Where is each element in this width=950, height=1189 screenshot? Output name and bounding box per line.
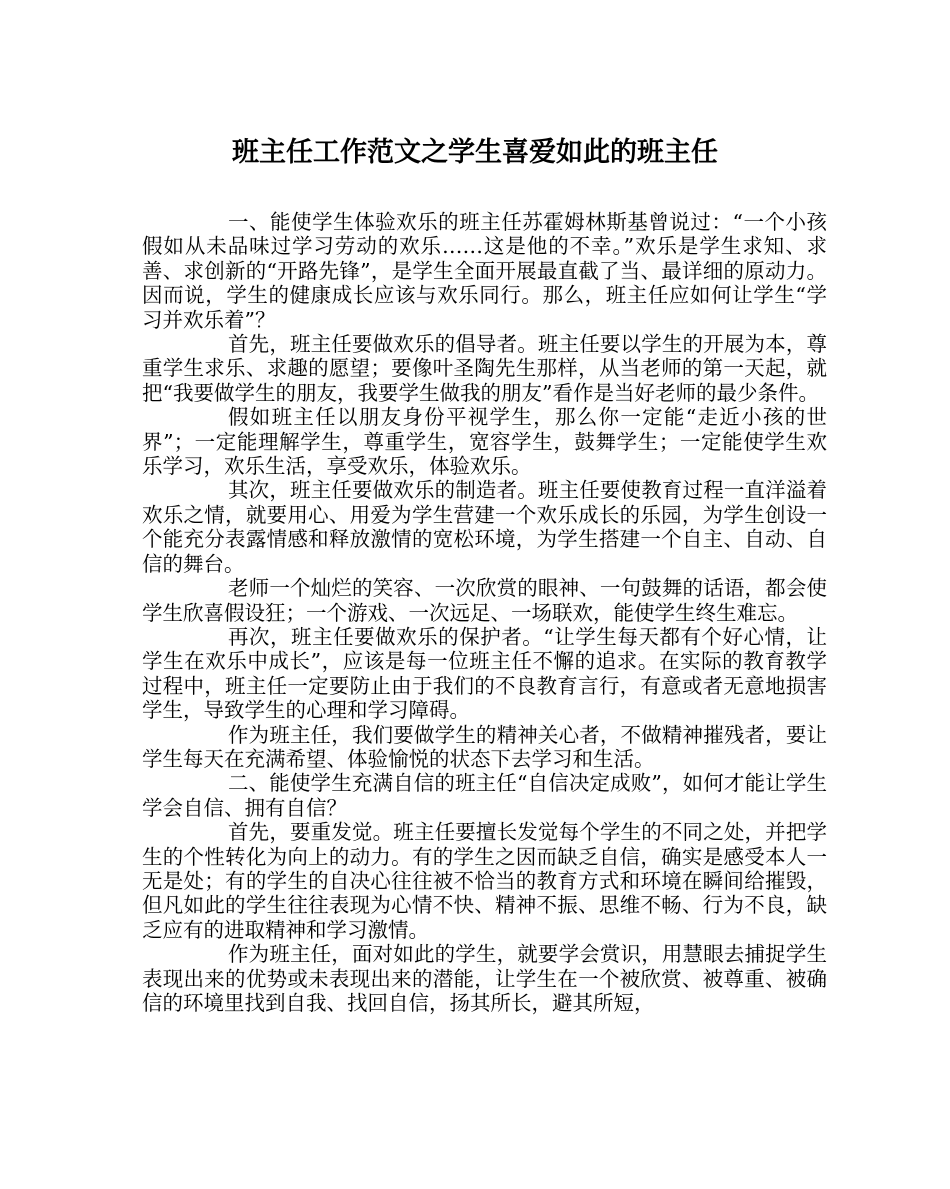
paragraph: 再次，班主任要做欢乐的保护者。“让学生每天都有个好心情，让学生在欢乐中成长”，应该是每一位班主任不懈的追求。在实际的教育教学过程中，班主任一定要防止由于我们的不良教育言行，有意或者无意地损害学生，导致学生的心理和学习障碍。: [142, 624, 827, 723]
paragraph: 一、能使学生体验欢乐的班主任苏霍姆林斯基曾说过：“一个小孩假如从未品味过学习劳动的欢乐……这是他的不幸。”欢乐是学生求知、求善、求创新的“开路先锋”，是学生全面开展最直截了当、最详细的原动力。因而说，学生的健康成长应该与欢乐同行。那么，班主任应如何让学生“学习并欢乐着”？: [142, 210, 827, 332]
paragraph: 其次，班主任要做欢乐的制造者。班主任要使教育过程一直洋溢着欢乐之情，就要用心、用爱为学生营建一个欢乐成长的乐园，为学生创设一个能充分表露情感和释放激情的宽松环境，为学生搭建一个自主、自动、自信的舞台。: [142, 478, 827, 576]
paragraph: 二、能使学生充满自信的班主任“自信决定成败”，如何才能让学生学会自信、拥有自信？: [142, 771, 827, 820]
paragraph: 作为班主任，面对如此的学生，就要学会赏识，用慧眼去捕捉学生表现出来的优势或未表现出来的潜能，让学生在一个被欣赏、被尊重、被确信的环境里找到自我、找回自信，扬其所长，避其所短，: [142, 942, 827, 1015]
document-title: 班主任工作范文之学生喜爱如此的班主任: [232, 137, 718, 168]
paragraph: 首先，班主任要做欢乐的倡导者。班主任要以学生的开展为本，尊重学生求乐、求趣的愿望；要像叶圣陶先生那样，从当老师的第一天起，就把“我要做学生的朋友，我要学生做我的朋友”看作是当好老师的最少条件。: [142, 332, 827, 405]
paragraph: 首先，要重发觉。班主任要擅长发觉每个学生的不同之处，并把学生的个性转化为向上的动力。有的学生之因而缺乏自信，确实是感受本人一无是处；有的学生的自决心往往被不恰当的教育方式和环境在瞬间给摧毁，但凡如此的学生往往表现为心情不快、精神不振、思维不畅、行为不良，缺乏应有的进取精神和学习激情。: [142, 820, 827, 942]
paragraph: 作为班主任，我们要做学生的精神关心者，不做精神摧残者，要让学生每天在充满希望、体验愉悦的状态下去学习和生活。: [142, 722, 827, 771]
paragraph: 老师一个灿烂的笑容、一次欣赏的眼神、一句鼓舞的话语，都会使学生欣喜假设狂；一个游戏、一次远足、一场联欢，能使学生终生难忘。: [142, 576, 827, 625]
document-body: [142, 210, 827, 1015]
paragraph: 假如班主任以朋友身份平视学生，那么你一定能“走近小孩的世界”；一定能理解学生，尊重学生，宽容学生，鼓舞学生；一定能使学生欢乐学习，欢乐生活，享受欢乐，体验欢乐。: [142, 405, 827, 479]
